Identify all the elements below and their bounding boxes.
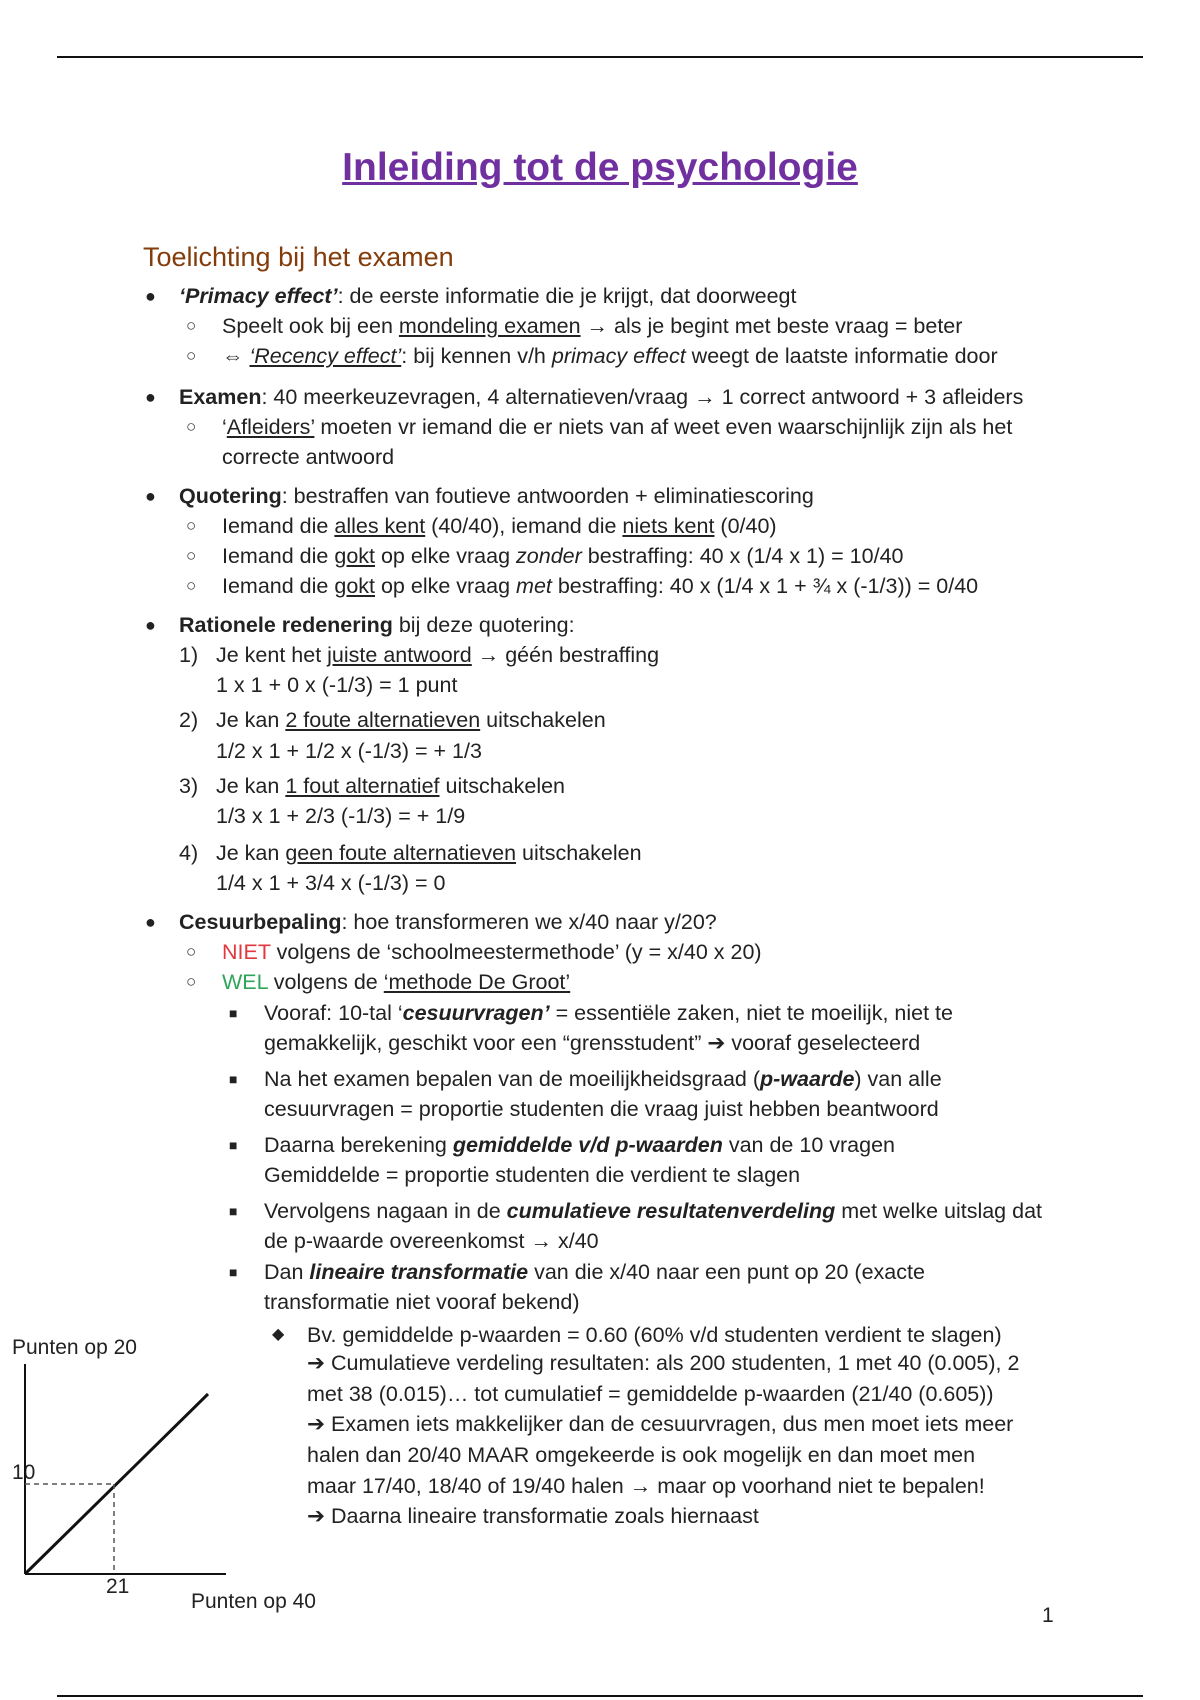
item-number: 2) <box>179 708 199 732</box>
detail-item: Vervolgens nagaan in de cumulatieve resultatenverdeling met welke uitslag dat <box>264 1199 1043 1223</box>
numbered-item: Je kan 2 foute alternatieven uitschakelen <box>216 708 606 732</box>
bullet-icon: ● <box>145 387 156 407</box>
section-heading: Toelichting bij het examen <box>143 242 454 272</box>
numbered-item: Je kan 1 fout alternatief uitschakelen <box>216 774 566 798</box>
example-line: maar 17/40, 18/40 of 19/40 halen → maar op voorhand niet te bepalen! <box>307 1474 985 1498</box>
circle-bullet-icon: ○ <box>186 972 197 991</box>
list-item-rationele: Rationele redenering bij deze quotering: <box>179 613 575 637</box>
sub-item: Iemand die gokt op elke vraag met bestraffing: 40 x (1/4 x 1 + ¾ x (-1/3)) = 0/40 <box>222 574 979 598</box>
example-line: ➔ Daarna lineaire transformatie zoals hiernaast <box>307 1504 759 1528</box>
square-bullet-icon: ■ <box>229 1005 238 1021</box>
item-number: 3) <box>179 774 199 798</box>
bullet-icon: ● <box>145 615 156 635</box>
sub-item-continued: correcte antwoord <box>222 445 395 469</box>
example-line: Bv. gemiddelde p-waarden = 0.60 (60% v/d studenten verdient te slagen) <box>307 1323 1002 1347</box>
example-line: ➔ Examen iets makkelijker dan de cesuurvragen, dus men moet iets meer <box>307 1412 1014 1436</box>
list-item-quotering: Quotering: bestraffen van foutieve antwoorden + eliminatiescoring <box>179 484 814 508</box>
list-item-cesuur: Cesuurbepaling: hoe transformeren we x/40 naar y/20? <box>179 910 717 934</box>
formula: 1 x 1 + 0 x (-1/3) = 1 punt <box>216 673 458 697</box>
square-bullet-icon: ■ <box>229 1264 238 1280</box>
circle-bullet-icon: ○ <box>186 346 197 365</box>
circle-bullet-icon: ○ <box>186 576 197 595</box>
page-number: 1 <box>1042 1604 1054 1627</box>
detail-item: Dan lineaire transformatie van die x/40 naar een punt op 20 (exacte <box>264 1260 925 1284</box>
sub-item: ⇔ ‘Recency effect’: bij kennen v/h primacy effect weegt de laatste informatie door <box>222 344 998 368</box>
detail-item-continued: Gemiddelde = proportie studenten die verdient te slagen <box>264 1163 801 1187</box>
circle-bullet-icon: ○ <box>186 417 197 436</box>
example-line: ➔ Cumulatieve verdeling resultaten: als 200 studenten, 1 met 40 (0.005), 2 <box>307 1351 1020 1375</box>
graph-y-tick-label: 10 <box>12 1461 36 1484</box>
numbered-item: Je kan geen foute alternatieven uitschakelen <box>216 841 642 865</box>
list-item-examen: Examen: 40 meerkeuzevragen, 4 alternatieven/vraag → 1 correct antwoord + 3 afleiders <box>179 385 1024 409</box>
formula: 1/3 x 1 + 2/3 (-1/3) = + 1/9 <box>216 804 466 828</box>
detail-item-continued: gemakkelijk, geschikt voor een “grensstudent” ➔ vooraf geselecteerd <box>264 1031 921 1055</box>
detail-item: Vooraf: 10-tal ‘cesuurvragen’ = essentiële zaken, niet te moeilijk, niet te <box>264 1001 953 1025</box>
sub-item: Speelt ook bij een mondeling examen → als je begint met beste vraag = beter <box>222 314 963 338</box>
circle-bullet-icon: ○ <box>186 516 197 535</box>
formula: 1/4 x 1 + 3/4 x (-1/3) = 0 <box>216 871 446 895</box>
page-title: Inleiding tot de psychologie <box>342 146 858 189</box>
bullet-icon: ● <box>145 286 156 306</box>
transformation-graph <box>0 0 260 1700</box>
square-bullet-icon: ■ <box>229 1071 238 1087</box>
item-number: 1) <box>179 643 199 667</box>
graph-x-axis-label: Punten op 40 <box>191 1590 316 1613</box>
detail-item-continued: de p-waarde overeenkomst → x/40 <box>264 1229 599 1253</box>
circle-bullet-icon: ○ <box>186 316 197 335</box>
example-line: halen dan 20/40 MAAR omgekeerde is ook mogelijk en dan moet men <box>307 1443 976 1467</box>
sub-item: Iemand die gokt op elke vraag zonder bestraffing: 40 x (1/4 x 1) = 10/40 <box>222 544 904 568</box>
circle-bullet-icon: ○ <box>186 546 197 565</box>
square-bullet-icon: ■ <box>229 1137 238 1153</box>
diamond-bullet-icon: ◆ <box>272 1326 285 1343</box>
list-item-primacy: ‘Primacy effect’: de eerste informatie die je krijgt, dat doorweegt <box>179 284 797 308</box>
bullet-icon: ● <box>145 486 156 506</box>
detail-item-continued: transformatie niet vooraf bekend) <box>264 1290 580 1314</box>
sub-item: Iemand die alles kent (40/40), iemand die niets kent (0/40) <box>222 514 777 538</box>
graph-y-axis-label: Punten op 20 <box>12 1336 137 1359</box>
circle-bullet-icon: ○ <box>186 942 197 961</box>
sub-item: ‘Afleiders’ moeten vr iemand die er niets van af weet even waarschijnlijk zijn als het <box>222 415 1013 439</box>
bullet-icon: ● <box>145 912 156 932</box>
graph-x-tick-label: 21 <box>106 1575 130 1598</box>
square-bullet-icon: ■ <box>229 1203 238 1219</box>
numbered-item: Je kent het juiste antwoord → géén bestraffing <box>216 643 660 667</box>
bottom-rule <box>57 1695 1143 1697</box>
formula: 1/2 x 1 + 1/2 x (-1/3) = + 1/3 <box>216 739 482 763</box>
sub-item-wel: WEL volgens de ‘methode De Groot’ <box>222 970 571 994</box>
detail-item: Daarna berekening gemiddelde v/d p-waarden van de 10 vragen <box>264 1133 895 1157</box>
detail-item-continued: cesuurvragen = proportie studenten die vraag juist hebben beantwoord <box>264 1097 939 1121</box>
item-number: 4) <box>179 841 199 865</box>
detail-item: Na het examen bepalen van de moeilijkheidsgraad (p-waarde) van alle <box>264 1067 942 1091</box>
sub-item-niet: NIET volgens de ‘schoolmeestermethode’ (y = x/40 x 20) <box>222 940 762 964</box>
example-line: met 38 (0.015)… tot cumulatief = gemiddelde p-waarden (21/40 (0.605)) <box>307 1382 994 1406</box>
